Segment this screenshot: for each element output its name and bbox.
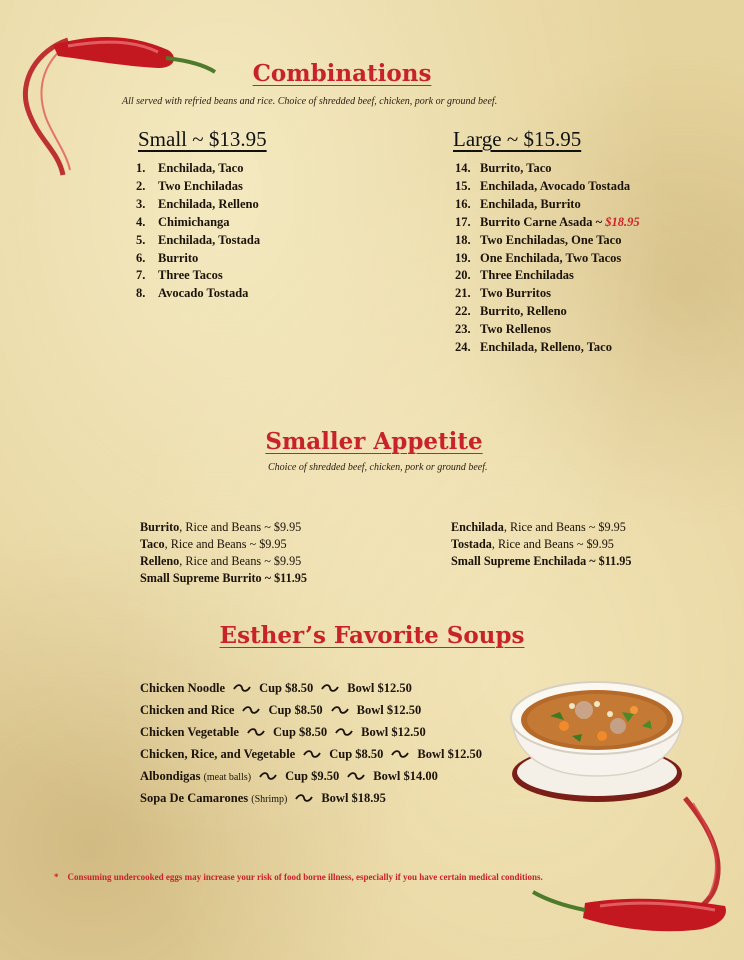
list-item: 8. Avocado Tostada (136, 286, 249, 301)
smaller-appetite-title: Smaller Appetite (265, 428, 483, 455)
swirl-divider-icon (259, 771, 277, 781)
swirl-divider-icon (242, 705, 260, 715)
smaller-appetite-subtitle: Choice of shredded beef, chicken, pork or ground beef. (268, 462, 488, 473)
footnote-text: Consuming undercooked eggs may increase your risk of food borne illness, especially if you have certain medical conditions. (67, 872, 543, 882)
swirl-divider-icon (303, 749, 321, 759)
large-price-heading: Large ~ $15.95 (453, 127, 582, 151)
list-item: 4. Chimichanga (136, 214, 230, 229)
soup-row: Chicken, Rice, and Vegetable Cup $8.50 Bowl $12.50 (140, 746, 482, 761)
list-item: Small Supreme Burrito ~ $11.95 (140, 571, 307, 585)
list-item: 14. Burrito, Taco (455, 161, 552, 175)
combinations-title: Combinations (252, 60, 432, 87)
combinations-subtitle: All served with refried beans and rice. Choice of shredded beef, chicken, pork or ground beef. (122, 96, 498, 107)
list-item: 7. Three Tacos (136, 268, 223, 283)
list-item: 2. Two Enchiladas (136, 178, 243, 193)
smaller-appetite-right-list (451, 519, 632, 570)
swirl-divider-icon (391, 749, 409, 759)
soup-row: Chicken Vegetable Cup $8.50 Bowl $12.50 (140, 724, 426, 739)
small-price-heading: Small ~ $13.95 (138, 127, 267, 151)
swirl-divider-icon (335, 727, 353, 737)
list-item: Tostada, Rice and Beans ~ $9.95 (451, 537, 614, 551)
list-item: Small Supreme Enchilada ~ $11.95 (451, 554, 632, 568)
list-item: 15. Enchilada, Avocado Tostada (455, 178, 631, 193)
swirl-divider-icon (247, 727, 265, 737)
swirl-divider-icon (347, 771, 365, 781)
list-item: 19. One Enchilada, Two Tacos (455, 250, 622, 265)
soup-list (140, 677, 482, 809)
list-item: Taco, Rice and Beans ~ $9.95 (140, 537, 287, 551)
list-item: Burrito, Rice and Beans ~ $9.95 (140, 520, 302, 534)
food-safety-footnote (54, 872, 543, 882)
swirl-divider-icon (233, 683, 251, 693)
swirl-divider-icon (321, 683, 339, 693)
list-item: 23. Two Rellenos (455, 322, 551, 337)
list-item: 6. Burrito (136, 250, 199, 265)
list-item: 24. Enchilada, Relleno, Taco (455, 340, 612, 355)
list-item: 5. Enchilada, Tostada (136, 232, 261, 247)
list-item: 16. Enchilada, Burrito (455, 196, 581, 211)
list-item: 22. Burrito, Relleno (455, 304, 567, 319)
swirl-divider-icon (331, 705, 349, 715)
footnote-marker: * (54, 872, 59, 882)
list-item: 17. Burrito Carne Asada ~ $18.95 (455, 214, 640, 229)
list-item: Enchilada, Rice and Beans ~ $9.95 (451, 520, 626, 534)
list-item: 21. Two Burritos (455, 286, 551, 301)
smaller-appetite-left-list (140, 519, 307, 587)
swirl-divider-icon (295, 793, 313, 803)
soup-row: Chicken Noodle Cup $8.50 Bowl $12.50 (140, 680, 412, 695)
soup-bowl-illustration (502, 676, 692, 806)
alt-price: $18.95 (605, 214, 640, 229)
soup-row: Sopa De Camarones (Shrimp) Bowl $18.95 (140, 790, 386, 805)
list-item: 18. Two Enchiladas, One Taco (455, 232, 622, 247)
small-combo-list (136, 160, 260, 303)
list-item: Relleno, Rice and Beans ~ $9.95 (140, 554, 302, 568)
list-item: 20. Three Enchiladas (455, 268, 574, 283)
list-item: 3. Enchilada, Relleno (136, 196, 259, 211)
list-item: 1. Enchilada, Taco (136, 161, 244, 175)
soups-title: Esther’s Favorite Soups (219, 622, 525, 649)
soup-row: Albondigas (meat balls) Cup $9.50 Bowl $14.00 (140, 768, 438, 783)
large-combo-list (455, 160, 640, 357)
soup-row: Chicken and Rice Cup $8.50 Bowl $12.50 (140, 702, 422, 717)
chili-pepper-bottom-illustration (525, 788, 740, 948)
